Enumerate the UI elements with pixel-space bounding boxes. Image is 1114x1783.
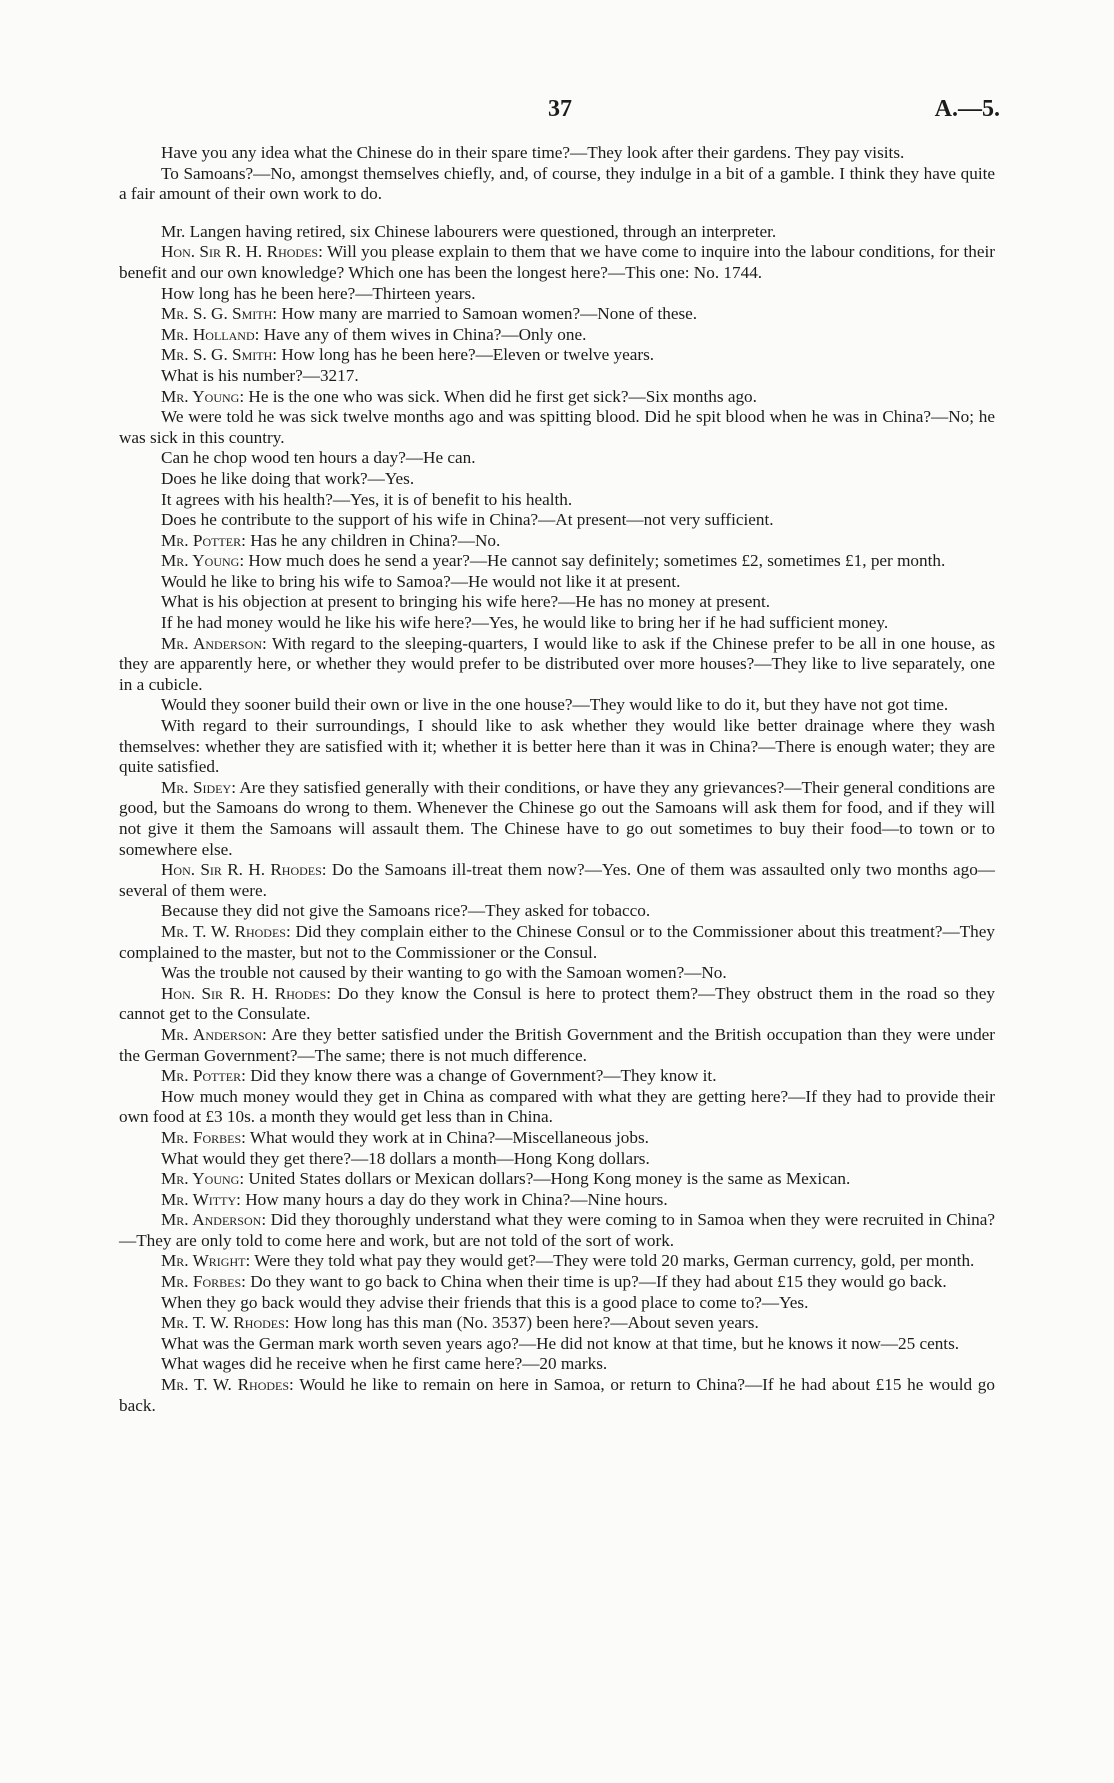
paragraph-text: Have you any idea what the Chinese do in their spare time?—They look after their gardens. They pay visits. (161, 143, 905, 162)
speaker: Mr. T. W. Rhodes (161, 1313, 285, 1333)
paragraph: Mr. Witty: How many hours a day do they work in China?—Nine hours. (161, 1189, 668, 1209)
paragraph-text: How long has he been here?—Thirteen years. (161, 283, 476, 303)
speaker: Mr. S. G. Smith (161, 304, 273, 324)
paragraph-text: Do the Samoans ill-treat them now?—Yes. One of them was assaulted only two months ago—several of them were. (119, 860, 995, 900)
paragraph-text: Does he contribute to the support of his wife in China?—At present—not very sufficient. (161, 510, 774, 530)
paragraph: Mr. Young: How much does he send a year?—He cannot say definitely; sometimes £2, sometimes £1, per month. (161, 551, 946, 571)
paragraph: Mr. S. G. Smith: How long has he been here?—Eleven or twelve years. (161, 345, 655, 365)
paragraph-text: How many are married to Samoan women?—None of these. (281, 304, 698, 324)
paragraph-text: Would he like to remain on here in Samoa, or return to China?—If he had about £15 he would go back. (119, 1375, 995, 1415)
speaker: Mr. Sidey (161, 777, 232, 797)
paragraph (119, 1293, 995, 1314)
paragraph-text: What wages did he receive when he first came here?—20 marks. (161, 1354, 608, 1374)
paragraph-text: If he had money would he like his wife here?—Yes, he would like to bring her if he had sufficient money. (161, 613, 889, 633)
paragraph (119, 490, 995, 511)
paragraph-text: We were told he was sick twelve months ago and was spitting blood. Did he spit blood when he was in China?—No; he was sick in this country. (119, 407, 995, 447)
document-body (119, 143, 995, 1416)
speaker: Mr. Young (161, 1169, 240, 1189)
paragraph-text: United States dollars or Mexican dollars?—Hong Kong money is the same as Mexican. (248, 1169, 851, 1189)
paragraph (119, 1334, 995, 1355)
paragraph-text: Would they sooner build their own or live in the one house?—They would like to do it, but they have not got time. (161, 695, 949, 715)
page-number: 37 (548, 96, 572, 122)
paragraph (119, 592, 995, 613)
paragraph-text: Mr. Langen having retired, six Chinese labourers were questioned, through an interpreter. (161, 221, 777, 241)
paragraph: Hon. Sir R. H. Rhodes: Do they know the Consul is here to protect them?—They obstruct them in the road so they cannot get to the Consulate. (119, 983, 995, 1024)
speaker: Mr. Anderson (161, 633, 263, 653)
paragraph: Mr. Forbes: What would they work at in China?—Miscellaneous jobs. (161, 1127, 649, 1147)
paragraph-text: What is his number?—3217. (161, 365, 359, 385)
paragraph: Hon. Sir R. H. Rhodes: Do the Samoans ill-treat them now?—Yes. One of them was assaulted only two months ago—several of them were. (119, 860, 995, 900)
paragraph-text: Will you please explain to them that we have come to inquire into the labour conditions, for their benefit and our own knowledge? Which one has been the longest here?—This one: No. 1744. (119, 242, 995, 282)
paragraph-text: Have any of them wives in China?—Only one. (263, 324, 587, 344)
paragraph (119, 695, 995, 716)
paragraph: Mr. T. W. Rhodes: Would he like to remain on here in Samoa, or return to China?—If he had about £15 he would go back. (119, 1375, 995, 1415)
paragraph (119, 572, 995, 593)
paragraph: Mr. Anderson: With regard to the sleeping-quarters, I would like to ask if the Chinese prefer to be all in one house, as they are apparently here, or whether they would prefer to be distributed over more houses?—They like to live separately, one in a cubicle. (119, 633, 996, 694)
paragraph-text: Did they thoroughly understand what they were coming to in Samoa when they were recruited in China?—They are only told to come here and work, but are not told of the sort of work. (119, 1210, 995, 1250)
paragraph (119, 510, 995, 531)
paragraph-text: Were they told what pay they would get?—They were told 20 marks, German currency, gold, per month. (254, 1251, 975, 1271)
paragraph-text: Did they know there was a change of Government?—They know it. (250, 1066, 717, 1086)
speaker: Mr. Young (161, 386, 240, 406)
paragraph (119, 366, 995, 387)
paragraph (119, 1087, 995, 1128)
paragraph-text: What is his objection at present to bringing his wife here?—He has no money at present. (161, 592, 771, 612)
paragraph-text: Do they know the Consul is here to protect them?—They obstruct them in the road so they cannot get to the Consulate. (119, 983, 995, 1024)
paragraph-text: With regard to their surroundings, I should like to ask whether they would like better drainage where they wash themselves: whether they are satisfied with it; whether it is better here than it was in China?—There is enough water; they are quite satisfied. (119, 716, 995, 777)
paragraph: Mr. Anderson: Are they better satisfied under the British Government and the British occupation than they were under the German Government?—The same; there is not much difference. (119, 1024, 996, 1065)
paragraph-text: When they go back would they advise their friends that this is a good place to come to?—Yes. (161, 1292, 809, 1312)
paragraph-text: Does he like doing that work?—Yes. (161, 468, 415, 488)
speaker: Mr. Potter (161, 530, 242, 550)
page-header (0, 96, 1114, 126)
paragraph-text: Would he like to bring his wife to Samoa?—He would not like it at present. (161, 571, 681, 591)
document-reference: A.—5. (934, 96, 1000, 122)
paragraph: Mr. S. G. Smith: How many are married to Samoan women?—None of these. (161, 304, 698, 324)
speaker: Mr. Forbes (161, 1272, 242, 1292)
paragraph (119, 613, 995, 634)
paragraph: Mr. Forbes: Do they want to go back to China when their time is up?—If they had about £15 they would go back. (161, 1272, 947, 1292)
paragraph: Mr. Anderson: Did they thoroughly understand what they were coming to in Samoa when they were recruited in China?—They are only told to come here and work, but are not told of the sort of work. (119, 1210, 995, 1250)
paragraph-text: Are they better satisfied under the British Government and the British occupation than they were under the German Government?—The same; there is not much difference. (119, 1024, 996, 1065)
paragraph: Mr. Young: He is the one who was sick. When did he first get sick?—Six months ago. (161, 386, 757, 406)
speaker: Mr. Anderson (161, 1210, 262, 1230)
paragraph-text: Are they satisfied generally with their conditions, or have they any grievances?—Their general conditions are good, but the Samoans do wrong to them. Whenever the Chinese go out the Samoans will ask them for food, and if they will not give it them the Samoans will assault them. The Chinese have to go out sometimes to buy their food—to town or to somewhere else. (119, 777, 996, 859)
speaker: Mr. Anderson (161, 1024, 263, 1044)
paragraph (119, 164, 995, 205)
paragraph-text: It agrees with his health?—Yes, it is of benefit to his health. (161, 489, 573, 509)
paragraph (119, 716, 995, 778)
paragraph-text: Has he any children in China?—No. (250, 530, 501, 550)
paragraph (119, 143, 995, 164)
paragraph (119, 963, 995, 984)
speaker: Mr. Forbes (161, 1127, 242, 1147)
paragraph-text: Do they want to go back to China when their time is up?—If they had about £15 they would go back. (250, 1272, 947, 1292)
paragraph-text: Did they complain either to the Chinese Consul or to the Commissioner about this treatment?—They complained to the master, but not to the Commissioner or the Consul. (119, 921, 995, 962)
paragraph-text: How long has he been here?—Eleven or twelve years. (281, 345, 655, 365)
speaker: Mr. Holland (161, 324, 255, 344)
paragraph (119, 407, 995, 448)
paragraph: Mr. Sidey: Are they satisfied generally with their conditions, or have they any grievances?—Their general conditions are good, but the Samoans do wrong to them. Whenever the Chinese go out the Samoans will ask them for food, and if they will not give it them the Samoans will assault them. The Chinese have to go out sometimes to buy their food—to town or to somewhere else. (119, 777, 996, 859)
speaker: Mr. T. W. Rhodes (161, 921, 286, 941)
paragraph: Mr. Holland: Have any of them wives in China?—Only one. (161, 324, 587, 344)
speaker: Hon. Sir R. H. Rhodes (161, 860, 322, 880)
speaker: Mr. T. W. Rhodes (161, 1375, 290, 1395)
paragraph (119, 469, 995, 490)
speaker: Mr. Potter (161, 1066, 242, 1086)
paragraph-text: What would they get there?—18 dollars a month—Hong Kong dollars. (161, 1148, 650, 1168)
paragraph (119, 448, 995, 469)
speaker: Hon. Sir R. H. Rhodes (161, 983, 327, 1003)
paragraph (119, 1149, 995, 1170)
paragraph-text: How many hours a day do they work in China?—Nine hours. (245, 1189, 668, 1209)
paragraph (119, 284, 995, 305)
paragraph: Mr. Potter: Did they know there was a change of Government?—They know it. (161, 1066, 717, 1086)
paragraph: Mr. Wright: Were they told what pay they would get?—They were told 20 marks, German currency, gold, per month. (161, 1251, 975, 1271)
speaker: Mr. Young (161, 551, 240, 571)
paragraph-text: How long has this man (No. 3537) been here?—About seven years. (293, 1313, 759, 1333)
paragraph: Mr. T. W. Rhodes: Did they complain either to the Chinese Consul or to the Commissioner about this treatment?—They complained to the master, but not to the Commissioner or the Consul. (119, 921, 995, 962)
paragraph-text: Was the trouble not caused by their wanting to go with the Samoan women?—No. (161, 963, 727, 983)
paragraph-text: What was the German mark worth seven years ago?—He did not know at that time, but he knows it now—25 cents. (161, 1333, 960, 1353)
speaker: Mr. S. G. Smith (161, 345, 273, 365)
paragraph-text: How much money would they get in China as compared with what they are getting here?—If they had to provide their own food at £3 10s. a month they would get less than in China. (119, 1086, 995, 1127)
speaker: Mr. Witty (161, 1189, 237, 1209)
paragraph-text: Can he chop wood ten hours a day?—He can. (161, 448, 476, 468)
paragraph-text: To Samoans?—No, amongst themselves chiefly, and, of course, they indulge in a bit of a gamble. I think they have quite a fair amount of their own work to do. (119, 163, 995, 204)
paragraph: Mr. T. W. Rhodes: How long has this man (No. 3537) been here?—About seven years. (161, 1313, 759, 1333)
paragraph-text: How much does he send a year?—He cannot say definitely; sometimes £2, sometimes £1, per month. (248, 551, 946, 571)
paragraph-text: With regard to the sleeping-quarters, I would like to ask if the Chinese prefer to be all in one house, as they are apparently here, or whether they would prefer to be distributed over more houses?—They like to live separately, one in a cubicle. (119, 633, 996, 694)
paragraph (119, 222, 995, 243)
paragraph (119, 1354, 995, 1375)
paragraph: Mr. Potter: Has he any children in China?—No. (161, 530, 501, 550)
paragraph: Hon. Sir R. H. Rhodes: Will you please explain to them that we have come to inquire into the labour conditions, for their benefit and our own knowledge? Which one has been the longest here?—This one: No. 1744. (119, 242, 995, 282)
paragraph (119, 901, 995, 922)
paragraph-text: He is the one who was sick. When did he first get sick?—Six months ago. (248, 386, 757, 406)
paragraph-text: What would they work at in China?—Miscellaneous jobs. (249, 1127, 649, 1147)
paragraph: Mr. Young: United States dollars or Mexican dollars?—Hong Kong money is the same as Mexican. (161, 1169, 851, 1189)
paragraph-text: Because they did not give the Samoans rice?—They asked for tobacco. (161, 901, 651, 921)
speaker: Mr. Wright (161, 1251, 246, 1271)
speaker: Hon. Sir R. H. Rhodes (161, 242, 319, 262)
